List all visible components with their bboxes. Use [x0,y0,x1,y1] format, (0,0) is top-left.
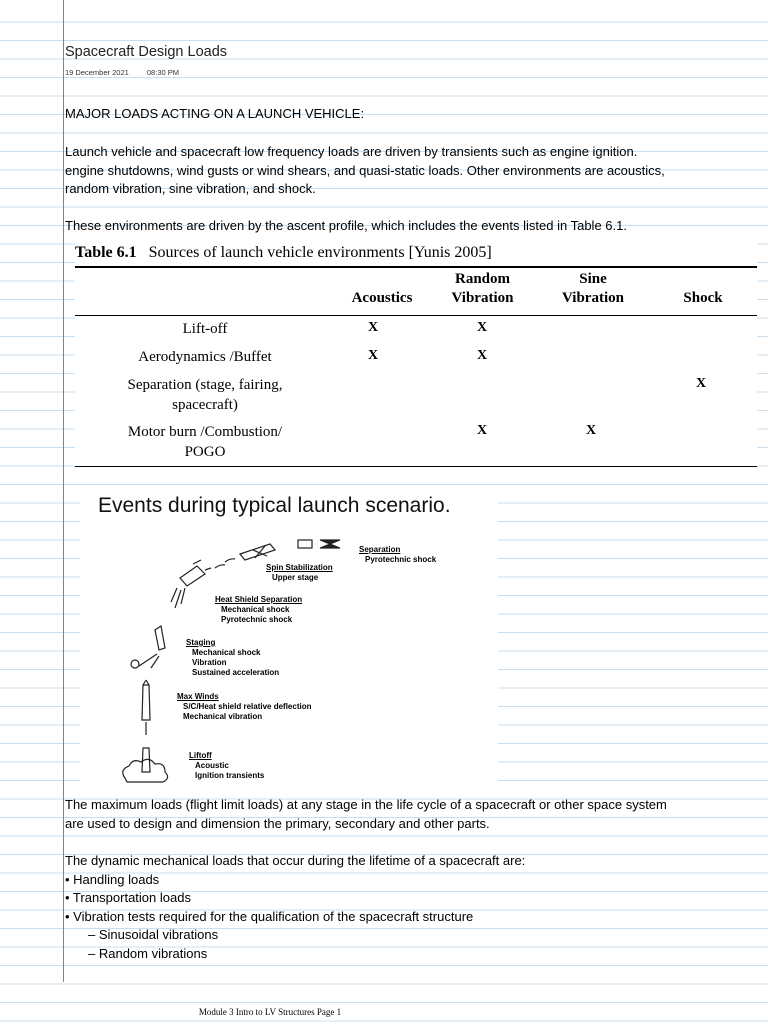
paragraph-line: The maximum loads (flight limit loads) at any stage in the life cycle of a spacecraft or other space system [65,797,667,812]
event-detail: Mechanical shock [192,648,261,657]
notebook-margin-line [63,0,64,982]
row-label-line: Aerodynamics /Buffet [138,348,272,365]
mark-aero-random: X [477,347,488,363]
payload-separated-icon [298,540,312,548]
event-detail: Pyrotechnic shock [221,615,293,624]
paragraph-loads-intro [65,143,765,199]
row-label-line: POGO [184,443,226,460]
mark-aero-acoustics: X [368,347,379,363]
event-detail: Ignition transients [195,771,265,780]
header-random-line1: Random [454,270,510,287]
header-sine-line1: Sine [579,270,607,287]
page-timestamp [65,68,195,77]
max-winds-rocket-icon [142,685,150,720]
environment-table [75,242,757,467]
event-detail: Vibration [192,658,227,667]
event-name: Spin Stabilization [266,563,333,572]
mark-liftoff-random: X [477,319,488,335]
event-detail: Mechanical vibration [183,712,263,721]
event-spin-stabilization [266,563,333,583]
event-detail: Upper stage [272,573,319,582]
sub-list-item: – Sinusoidal vibrations [88,927,219,942]
figure-title: Events during typical launch scenario. [98,494,451,517]
event-max-winds [177,692,311,722]
staging-rocket-icon [155,626,165,650]
paragraph-line: engine shutdowns, wind gusts or wind shears, and quasi-static loads. Other environments are acoustics, [65,162,665,178]
row-label-line: Lift-off [182,320,228,337]
header-random-vibration [435,270,530,308]
page-footer: Module 3 Intro to LV Structures Page 1 [198,1007,342,1017]
list-item: • Vibration tests required for the qualification of the spacecraft structure [65,908,474,924]
page-title: Spacecraft Design Loads [65,44,228,60]
table-body [75,316,757,466]
mark-motor-sine: X [586,422,597,438]
paragraph-line: The dynamic mechanical loads that occur during the lifetime of a spacecraft are: [65,853,526,868]
event-name: Heat Shield Separation [215,595,303,604]
event-detail: Acoustic [195,761,229,770]
heat-shield-stage-icon [180,566,205,586]
table-row-separation [75,375,335,415]
event-name: Staging [186,638,216,647]
header-sine-vibration [543,270,643,308]
table-caption-text: Sources of launch vehicle environments [Yunis 2005] [148,244,492,261]
table-header-row [75,268,757,315]
row-label-line: spacecraft) [172,396,238,413]
list-item: • Handling loads [65,871,160,887]
event-detail: Pyrotechnic shock [365,555,437,564]
list-item: • Transportation loads [65,890,191,905]
header-acoustics: Acoustics [351,289,413,306]
mark-separation-shock: X [696,375,707,391]
sub-list-item: – Random vibrations [88,945,208,961]
event-detail: Sustained acceleration [192,668,280,677]
mark-motor-random: X [477,422,488,438]
event-detail: Mechanical shock [221,605,290,614]
table-caption [75,242,757,266]
paragraph-line: are used to design and dimension the primary, secondary and other parts. [65,815,490,831]
paragraph-ascent-profile: These environments are driven by the ascent profile, which includes the events listed in Table 6.1. [65,218,627,233]
launch-smoke-icon [123,759,168,782]
header-random-line2: Vibration [451,289,514,306]
event-separation [359,545,436,565]
page-date: 19 December 2021 [65,68,129,77]
mark-liftoff-acoustics: X [368,319,379,335]
row-label-line: Motor burn /Combustion/ [127,423,283,440]
paragraph-dynamic-loads [65,852,525,963]
table-row-aerodynamics [75,347,335,367]
paragraph-flight-limit-loads [65,796,765,833]
event-staging [186,638,279,678]
table-bottom-rule [75,466,757,468]
section-heading: MAJOR LOADS ACTING ON A LAUNCH VEHICLE: [65,106,365,121]
event-name: Liftoff [189,751,212,760]
table-label: Table 6.1 [75,244,137,261]
event-liftoff [189,751,264,781]
header-sine-line2: Vibration [562,289,624,306]
table-row-motor-burn [75,422,335,462]
page-time: 08:30 PM [146,68,179,77]
paragraph-line: random vibration, sine vibration, and shock. [65,181,316,196]
table-row-liftoff [75,319,335,339]
stage-separated-icon [320,540,340,548]
event-name: Max Winds [177,692,219,701]
event-heat-shield-separation [215,595,302,625]
event-detail: S/C/Heat shield relative deflection [183,702,312,711]
header-shock: Shock [683,289,723,306]
event-name: Separation [359,545,401,554]
paragraph-line: Launch vehicle and spacecraft low frequency loads are driven by transients such as engine ignition. [65,144,638,159]
row-label-line: Separation (stage, fairing, [127,376,283,393]
